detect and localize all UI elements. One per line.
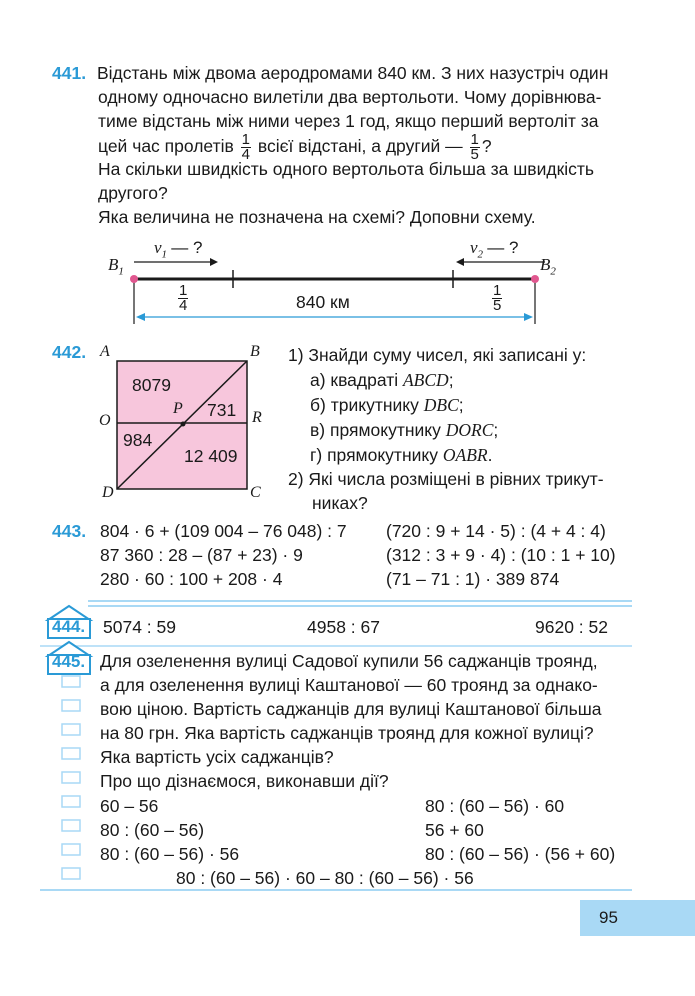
vertex-c-label: C [250,484,261,501]
point-p-label: P [173,400,183,417]
exercise-443-left-2: 87 360 : 28 – (87 + 23) · 9 [100,545,303,565]
exercise-443-left-3: 280 · 60 : 100 + 208 · 4 [100,569,283,589]
exercise-442-question-c: в) прямокутнику DORC; [310,420,499,440]
exercise-441-line-1: 441. Відстань між двома аеродромами 840 км. З них назустріч один [52,63,609,83]
page-number-tab [580,900,695,936]
exercise-443-left-1: 804 · 6 + (109 004 – 76 048) : 7 [100,521,347,541]
exercise-445-left-2: 80 : (60 – 56) [100,820,205,840]
exercise-445-line-1: Для озеленення вулиці Садової купили 56 саджанців троянд, [100,651,598,671]
velocity-2-label: $v_2$ — ? [470,238,519,261]
exercise-443-right-3: (71 – 71 : 1) · 389 874 [386,569,560,589]
exercise-441-line-3: тиме відстань між ними через 1 год, якщо перший вертоліт за [98,111,599,131]
exercise-442-question-2: 2) Які числа розміщені в рівних трикут- [288,469,604,489]
point-b2-dot [531,275,539,283]
exercise-443-right-1: (720 : 9 + 14 · 5) : (4 + 4 : 4) [386,521,606,541]
exercise-442-question-a: а) квадраті ABCD; [310,370,454,390]
exercise-442-question-1: 1) Знайди суму чисел, які записані у: [288,345,587,365]
exercise-441-line-5: На скільки швидкість одного вертольота більша за швидкість [98,159,594,179]
vertex-a-label: A [100,343,110,360]
velocity-1-label: $v_1$ — ? [154,238,203,261]
exercise-444-number: 444. [52,617,86,636]
number-8079: 8079 [132,375,171,395]
fraction-one-fifth: $\frac{1}{5}$ [470,130,479,163]
number-984: 984 [123,430,153,450]
exercise-445-line-5: Яка вартість усіх саджанців? [100,747,334,767]
fraction-one-quarter: $\frac{1}{4}$ [241,130,250,163]
exercise-445-line-4: на 80 грн. Яка вартість саджанців троянд для кожної вулиці? [100,723,594,743]
exercise-445-right-1: 80 : (60 – 56) · 60 [425,796,565,816]
scheme-fraction-left: $\frac{1}{4}$ [179,282,188,314]
exercise-443-number: 443. [52,521,87,541]
exercise-445-line-2: а для озеленення вулиці Каштанової — 60 троянд за однако- [100,675,598,695]
exercise-441-line-7: Яка величина не позначена на схемі? Доповни схему. [98,207,536,227]
exercise-445-line-3: вою ціною. Вартість саджанців для вулиці Каштанової більша [100,699,602,719]
exercise-445-left-3: 80 : (60 – 56) · 56 [100,844,240,864]
exercise-441-line-4: цей час пролетів $\frac{1}{4}$ всієї відстані, а другий — $\frac{1}{5}$ ? [98,130,492,163]
number-731: 731 [207,400,237,420]
exercise-441-line-6: другого? [98,183,168,203]
exercise-444-expr-1: 5074 : 59 [103,617,176,637]
exercise-445-number: 445. [52,652,86,671]
exercise-445-line-6: Про що дізнаємося, виконавши дії? [100,771,389,791]
exercise-441-number: 441. [52,63,87,83]
scheme-fraction-right: $\frac{1}{5}$ [493,282,502,314]
exercise-444-expr-3: 9620 : 52 [535,617,608,637]
exercise-441-line-2: одному одночасно вилетіли два вертольоти. Чому дорівнюва- [98,87,602,107]
number-12409: 12 409 [184,446,238,466]
scheme-distance-label: 840 км [296,292,350,312]
exercise-442-number: 442. [52,342,87,362]
exercise-444-expr-2: 4958 : 67 [307,617,380,637]
point-b1-label: $B_1$ [108,255,124,278]
page-number: 95 [599,908,618,927]
vertex-d-label: D [102,484,114,501]
exercise-445-right-3: 80 : (60 – 56) · (56 + 60) [425,844,616,864]
exercise-445-last: 80 : (60 – 56) · 60 – 80 : (60 – 56) · 56 [176,868,474,888]
exercise-445-left-1: 60 – 56 [100,796,159,816]
point-r-label: R [252,409,262,426]
exercise-442-question-b: б) трикутнику DBC; [310,395,464,415]
vertex-b-label: B [250,343,260,360]
point-o-label: O [99,412,111,429]
exercise-443-right-2: (312 : 3 + 9 · 4) : (10 : 1 + 10) [386,545,616,565]
exercise-442-question-d: г) прямокутнику OABR. [310,445,493,465]
point-b1-dot [130,275,138,283]
point-b2-label: $B_2$ [540,255,556,278]
exercise-445-right-2: 56 + 60 [425,820,484,840]
exercise-442-question-2-cont: никах? [312,493,368,513]
